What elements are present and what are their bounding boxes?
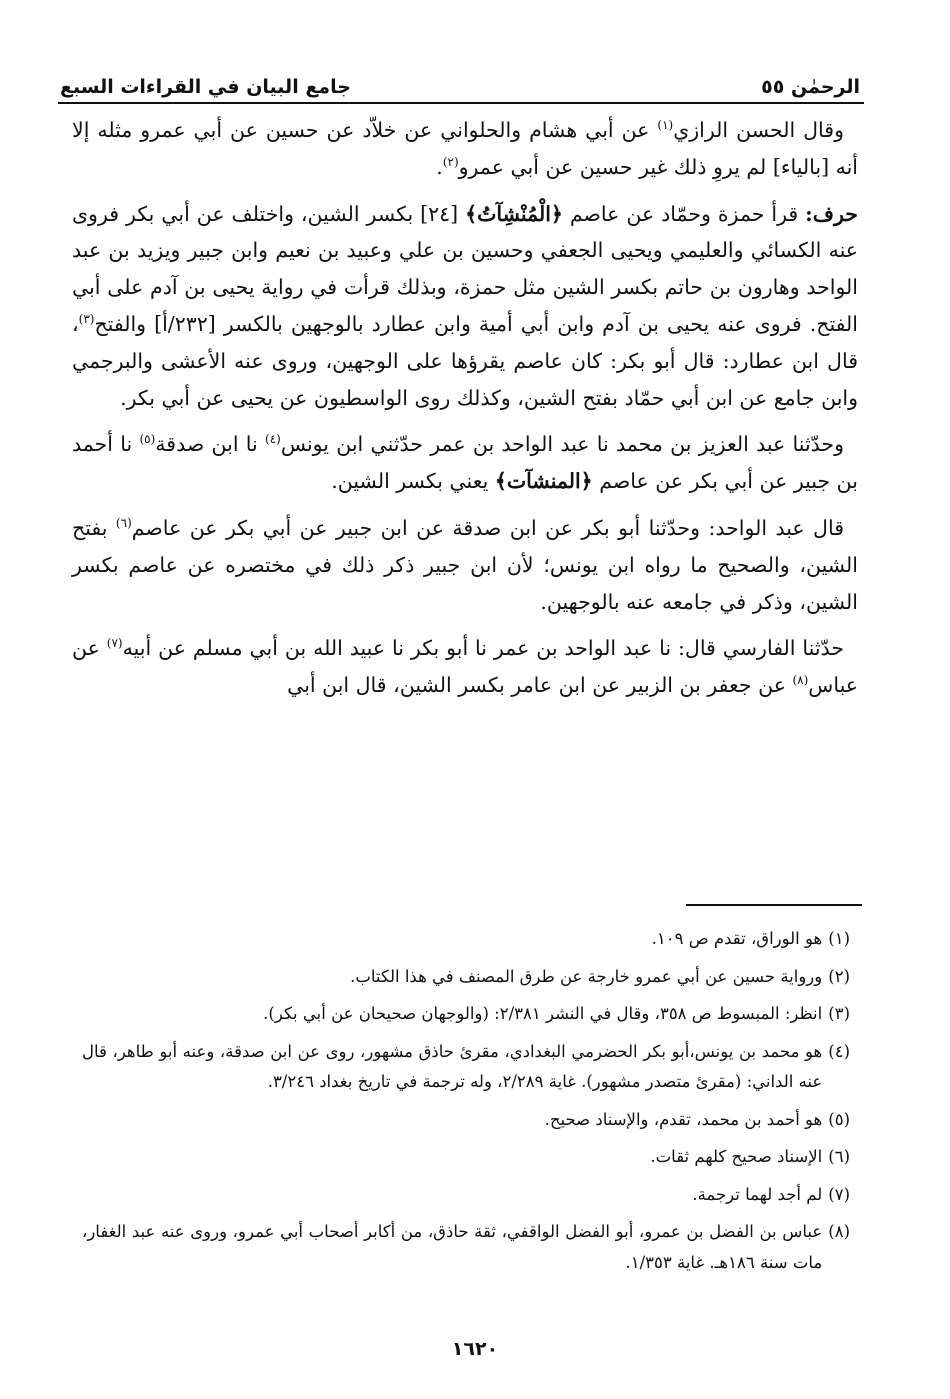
page-number: ١٦٢٠ <box>451 1338 499 1360</box>
footnote-item <box>82 1037 850 1098</box>
text-span: يعني بكسر الشين. <box>331 469 495 494</box>
text-span: وحدّثنا عبد العزيز بن محمد نا عبد الواحد بن عمر حدّثني ابن يونس <box>280 432 845 457</box>
footnote-text: هو محمد بن يونس،أبو بكر الحضرمي البغدادي، مقرئ حاذق مشهور، روى عن ابن صدقة، وعنه أبو طاهر، قال عنه الداني: (مقرئ متصدر مشهور). غاية ٢/٢٨٩، وله ترجمة في تاريخ بغداد ٣/٢٤٦. <box>82 1041 823 1091</box>
text-span: قال عبد الواحد: وحدّثنا أبو بكر عن ابن صدقة عن ابن جبير عن أبي بكر عن عاصم <box>131 515 844 540</box>
text-span: . <box>436 154 443 179</box>
footnote-text: ورواية حسين عن أبي عمرو خارجة عن طرق المصنف في هذا الكتاب. <box>350 966 823 986</box>
running-header <box>60 58 860 98</box>
header-chapter: الرحمٰن ٥٥ <box>761 76 860 98</box>
footnote-ref[interactable]: (٢) <box>442 154 459 169</box>
footnote-number: (٧) <box>828 1184 850 1204</box>
text-span: عن أبي هشام والحلواني عن خلاّد عن حسين عن أبي عمرو مثله إلا أنه [بالياء] لم يروِ ذلك غير حسين عن أبي عمرو <box>72 118 858 179</box>
footnote-ref[interactable]: (٣) <box>78 312 95 327</box>
text-span: نا أحمد بن جبير عن أبي بكر عن عاصم <box>72 432 858 494</box>
footnote-ref[interactable]: (٥) <box>139 432 156 447</box>
footnote-item <box>82 999 850 1030</box>
footnote-separator <box>686 904 862 906</box>
footnote-item <box>82 1180 850 1211</box>
section-lead: حرف: <box>805 201 858 226</box>
footnote-text: الإسناد صحيح كلهم ثقات. <box>650 1147 823 1166</box>
footnotes <box>82 924 850 1285</box>
footnote-text: انظر: المبسوط ص ٣٥٨، وقال في النشر ٢/٣٨١: (والوجهان صحيحان عن أبي بكر). <box>263 1004 823 1023</box>
paragraph-3 <box>72 426 858 500</box>
footnote-ref[interactable]: (٧) <box>106 636 123 651</box>
main-text <box>72 112 858 714</box>
text-span: حدّثنا الفارسي قال: نا عبد الواحد بن عمر نا أبو بكر نا عبيد الله بن أبي مسلم عن أبيه <box>122 636 844 661</box>
footnote-item <box>82 962 850 993</box>
footnote-item <box>82 1105 850 1136</box>
footnote-number: (١) <box>828 929 850 948</box>
text-span: نا ابن صدقة <box>155 432 266 457</box>
footnote-text: عباس بن الفضل بن عمرو، أبو الفضل الواقفي، ثقة حاذق، من أكابر أصحاب أبي عمرو، وروى عنه عبد الغفار، مات سنة ١٨٦هـ. غاية ١/٣٥٣. <box>82 1222 823 1272</box>
header-rule <box>58 102 864 104</box>
footnote-text: لم أجد لهما ترجمة. <box>692 1184 823 1204</box>
footnote-number: (٤) <box>828 1041 850 1061</box>
quran-word: ﴿المنشآت﴾ <box>494 469 593 494</box>
footnote-item <box>82 1142 850 1173</box>
paragraph-1 <box>72 112 858 186</box>
footnote-number: (٣) <box>828 1004 850 1023</box>
text-span: ، قال ابن عطارد: قال أبو بكر: كان عاصم يقرؤها على الوجهين، وروى عنه الأعشى والبرجمي وابن جامع عن ابن أبي حمّاد بفتح الشين، وكذلك روى الواسطيون عن يحيى عن أبي بكر. <box>72 311 858 410</box>
text-span: قرأ حمزة وحمّاد عن عاصم <box>562 201 806 226</box>
paragraph-2 <box>72 196 858 417</box>
text-span: عن عباس <box>72 636 858 698</box>
text-span: بفتح الشين، والصحيح ما رواه ابن يونس؛ لأن ابن جبير ذكر ذلك في مختصره عن عاصم بكسر الشين، وذكر في جامعه عنه بالوجهين. <box>72 515 858 614</box>
footnote-number: (٨) <box>828 1222 850 1241</box>
paragraph-4 <box>72 510 858 620</box>
footnote-text: هو أحمد بن محمد، تقدم، والإسناد صحيح. <box>544 1109 823 1129</box>
quran-word: ﴿الْمُنْشِآتُ﴾ <box>465 201 563 226</box>
header-book-title: جامع البيان في القراءات السبع <box>60 76 351 98</box>
footnote-ref[interactable]: (٨) <box>792 673 809 688</box>
footnote-item <box>82 1217 850 1278</box>
footnote-ref[interactable]: (١) <box>657 118 674 133</box>
text-span: [٢٤] بكسر الشين، واختلف عن أبي بكر فروى عنه الكسائي والعليمي ويحيى الجعفي وحسين بن علي وعبيد بن نعيم وابن جبير ويزيد بن عبد الواحد وهارون بن حاتم بكسر الشين مثل حمزة، وبذلك قرأت في رواية يحيى بن آدم على أبي الفتح. فروى عنه يحيى بن آدم وابن أبي أمية وابن عطارد بالوجهين بالكسر [٢٣٢/أ] والفتح <box>72 201 858 336</box>
footnote-text: هو الوراق، تقدم ص ١٠٩. <box>651 929 823 948</box>
footnote-ref[interactable]: (٤) <box>265 432 281 447</box>
paragraph-5 <box>72 630 858 704</box>
text-span: وقال الحسن الرازي <box>673 118 844 142</box>
footnote-number: (٥) <box>828 1109 850 1129</box>
text-span: عن جعفر بن الزبير عن ابن عامر بكسر الشين، قال ابن أبي <box>287 673 793 698</box>
footnote-item <box>82 924 850 955</box>
footnote-number: (٦) <box>828 1147 850 1166</box>
footnote-number: (٢) <box>828 966 850 986</box>
footnote-ref[interactable]: (٦) <box>115 516 132 531</box>
